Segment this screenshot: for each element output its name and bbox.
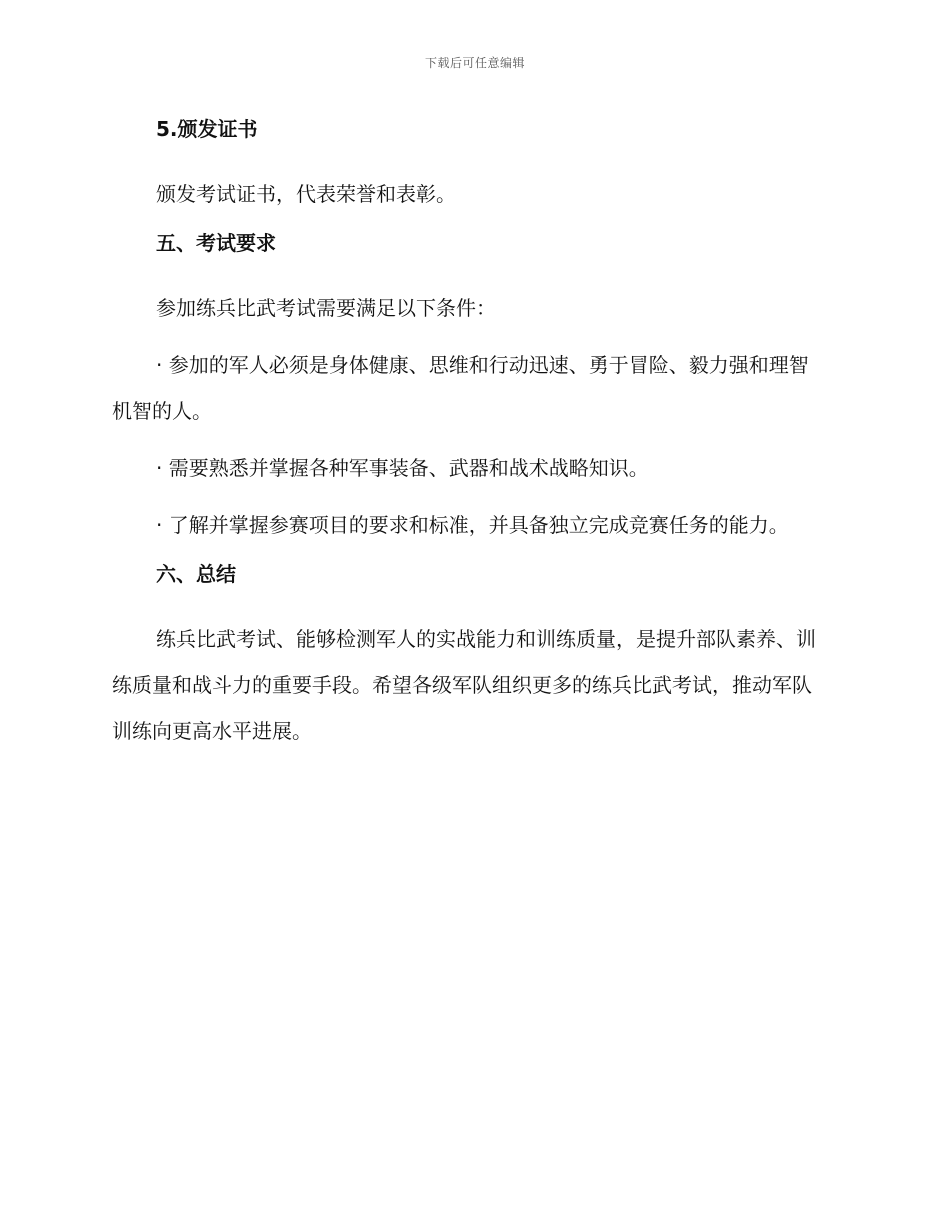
document-body — [112, 114, 824, 765]
requirement-item-1: · 参加的军人必须是身体健康、思维和行动迅速、勇于冒险、毅力强和理智机智的人。 — [112, 353, 809, 423]
header-note: 下载后可任意编辑 — [424, 56, 525, 70]
requirement-item-3: · 了解并掌握参赛项目的要求和标准，并具备独立完成竞赛任务的能力。 — [156, 513, 789, 537]
section-heading-certificate: 5.颁发证书 — [156, 117, 258, 141]
section-heading-requirements: 五、考试要求 — [156, 231, 276, 255]
summary-paragraph: 练兵比武考试、能够检测军人的实战能力和训练质量，是提升部队素养、训练质量和战斗力的重要手段。希望各级军队组织更多的练兵比武考试，推动军队训练向更高水平进展。 — [112, 627, 816, 743]
requirement-item-2: · 需要熟悉并掌握各种军事装备、武器和战术战略知识。 — [156, 456, 649, 480]
certificate-paragraph: 颁发考试证书，代表荣誉和表彰。 — [156, 182, 456, 206]
requirements-intro: 参加练兵比武考试需要满足以下条件： — [156, 296, 496, 320]
section-heading-summary: 六、总结 — [156, 562, 236, 586]
